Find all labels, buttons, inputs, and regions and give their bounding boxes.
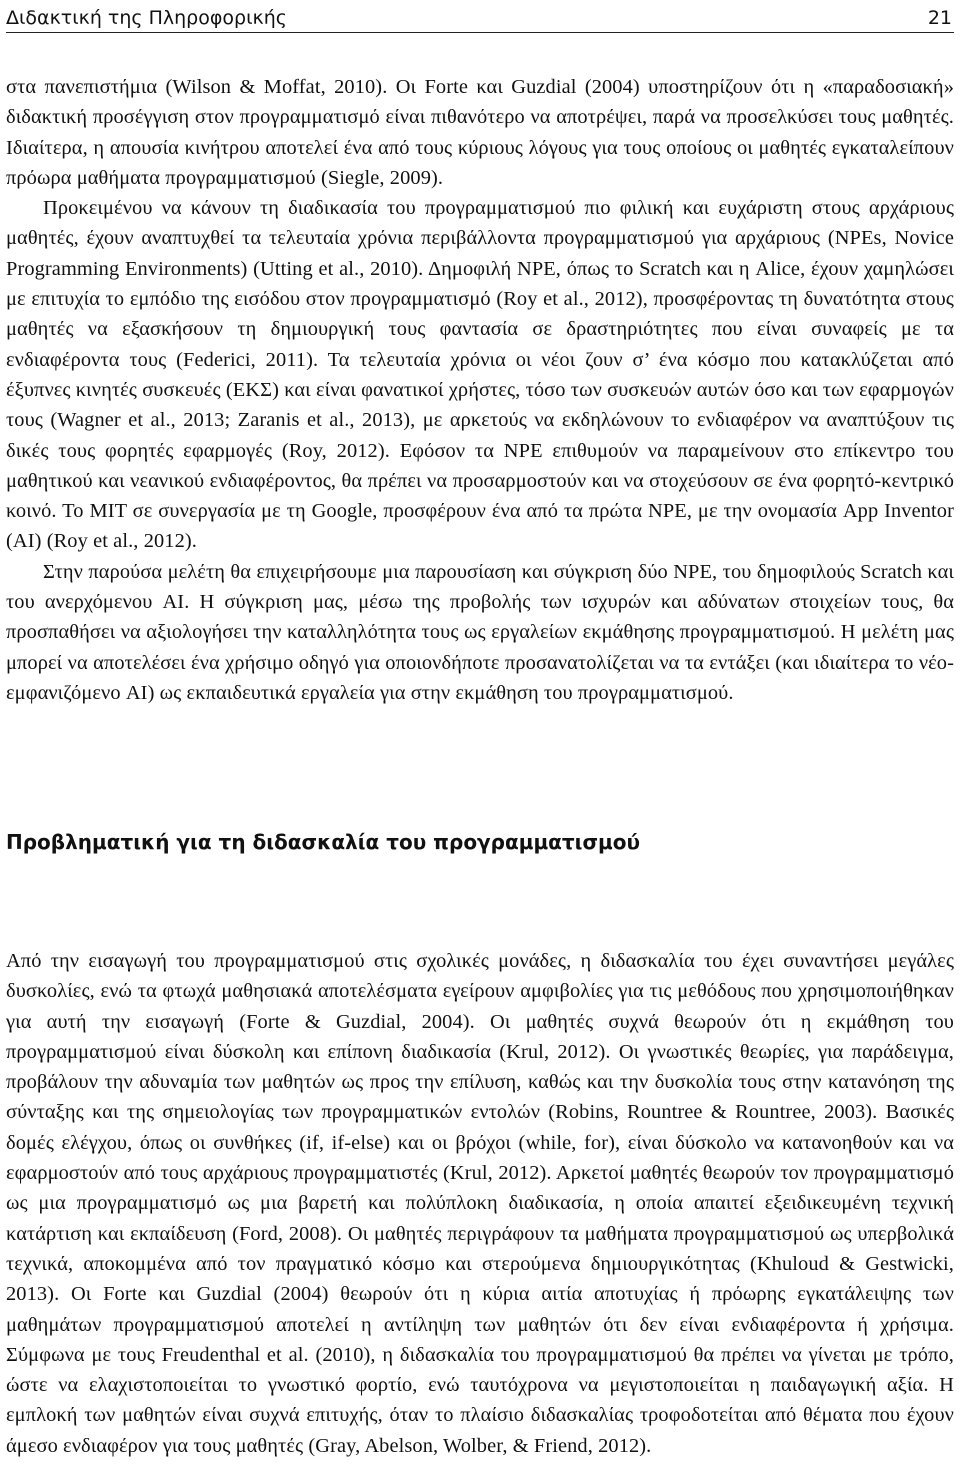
section-heading: Προβληματική για τη διδασκαλία του προγραμματισμού (6, 830, 641, 854)
paragraph-npe: Προκειμένου να κάνουν τη διαδικασία του προγραμματισμού πιο φιλική και ευχάριστη στους αρχάριους μαθητές, έχουν αναπτυχθεί τα τελευταία χρόνια περιβάλλοντα προγραμματισμού για αρχάριους (NPEs, Novice Programming Environments) (Utting et al., 2010). Δημοφιλή NPE, όπως το Scratch και η Alice, έχουν χαμηλώσει με επιτυχία το εμπόδιο της εισόδου στον προγραμματισμό (Roy et al., 2012), προσφέροντας τη δυνατότητα στους μαθητές να εξασκήσουν τη δημιουργική τους φαντασία σε δραστηριότητες που είναι συναφείς με τα ενδιαφέροντα τους (Federici, 2011). Τα τελευταία χρόνια οι νέοι ζουν σ’ ένα κόσμο που κατακλύζεται από έξυπνες κινητές συσκευές (ΕΚΣ) και είναι φανατικοί χρήστες, τόσο των συσκευών αυτών όσο και των εφαρμογών τους (Wagner et al., 2013; Zaranis et al., 2013), με αρκετούς να εκδηλώνουν το ενδιαφέρον να αναπτύξουν τις δικές τους φορητές εφαρμογές (Roy, 2012). Εφόσον τα NPE επιθυμούν να παραμείνουν στο επίκεντρο του μαθητικού και νεανικού ενδιαφέροντος, θα πρέπει να προσαρμοστούν και να στοχεύσουν σε ένα φορητό-κεντρικό κοινό. Το MIT σε συνεργασία με τη Google, προσφέρουν ένα από τα πρώτα NPE, με την ονομασία App Inventor (AI) (Roy et al., 2012). (6, 197, 954, 553)
paragraph-teaching-problems: Από την εισαγωγή του προγραμματισμού στις σχολικές μονάδες, η διδασκαλία του έχει συναντήσει μεγάλες δυσκολίες, ενώ τα φτωχά μαθησιακά αποτελέσματα εγείρουν αμφιβολίες για τις μεθόδους που χρησιμοποιήθηκαν για αυτή την εισαγωγή (Forte & Guzdial, 2004). Οι μαθητές συχνά θεωρούν ότι η εκμάθηση του προγραμματισμού είναι δύσκολη και επίπονη διαδικασία (Krul, 2012). Οι γνωστικές θεωρίες, για παράδειγμα, προβάλουν την αδυναμία των μαθητών ως προς την επίλυση, καθώς και την δυσκολία τους στην κατανόηση της σύνταξης και της σημειολογίας των προγραμματικών εντολών (Robins, Rountree & Rountree, 2003). Βασικές δομές ελέγχου, όπως οι συνθήκες (if, if-else) και οι βρόχοι (while, for), είναι δύσκολο να κατανοηθούν και να εφαρμοστούν από τους αρχάριους προγραμματιστές (Krul, 2012). Αρκετοί μαθητές θεωρούν τον προγραμματισμό ως μια προγραμματισμό ως μια βαρετή και πολύπλοκη διαδικασία, η οποία απαιτεί εξειδικευμένη τεχνική κατάρτιση και εκπαίδευση (Ford, 2008). Οι μαθητές περιγράφουν τα μαθήματα προγραμματισμού ως υπερβολικά τεχνικά, αποκομμένα από τον πραγματικό κόσμο και στερούμενα δημιουργικότητας (Khuloud & Gestwicki, 2013). Οι Forte και Guzdial (2004) θεωρούν ότι η κύρια αιτία αποτυχίας ή πρόωρης εγκατάλειψης των μαθημάτων προγραμματισμού αποτελεί η αντίληψη των μαθητών ότι δεν είναι ενδιαφέροντα ή χρήσιμα. Σύμφωνα με τους Freudenthal et al. (2010), η διδασκαλία του προγραμματισμού θα πρέπει να γίνεται με τρόπο, ώστε να ελαχιστοποιείται το γνωστικό φορτίο, ενώ ταυτόχρονα να μεγιστοποιείται η παιδαγωγική αξία. Η εμπλοκή των μαθητών είναι συχνά επιτυχής, όταν το πλαίσιο διδασκαλίας τροφοδοτείται από θέματα που έχουν άμεσο ενδιαφέρον για τους μαθητές (Gray, Abelson, Wolber, & Friend, 2012). (6, 950, 954, 1457)
section-text-block (6, 946, 954, 1461)
intro-text-block (6, 72, 954, 708)
journal-title: Διδακτική της Πληροφορικής (6, 7, 287, 29)
paragraph-continuation: στα πανεπιστήμια (Wilson & Moffat, 2010). Οι Forte και Guzdial (2004) υποστηρίζουν ότι η «παραδοσιακή» διδακτική προσέγγιση στον προγραμματισμό είναι πιθανότερο να αποτρέψει, παρά να προσελκύσει τους μαθητές. Ιδιαίτερα, η απουσία κινήτρου αποτελεί ένα από τους κύριους λόγους για τους οποίους οι μαθητές εγκαταλείπουν πρόωρα μαθήματα προγραμματισμού (Siegle, 2009). (6, 76, 954, 189)
page-number: 21 (927, 7, 952, 29)
paragraph-study-aim: Στην παρούσα μελέτη θα επιχειρήσουμε μια παρουσίαση και σύγκριση δύο NPE, του δημοφιλούς Scratch και του ανερχόμενου AI. Η σύγκριση μας, μέσω της προβολής των ισχυρών και αδύνατων στοιχείων τους, θα προσπαθήσει να αξιολογήσει την καταλληλότητα τους ως εργαλείων εκμάθησης προγραμματισμού. Η μελέτη μας μπορεί να αποτελέσει ένα χρήσιμο οδηγό για οποιονδήποτε προσανατολίζεται να τα εντάξει (και ιδιαίτερα το νέο-εμφανιζόμενο AI) ως εκπαιδευτικά εργαλεία για στην εκμάθηση του προγραμματισμού. (6, 560, 954, 704)
running-header (6, 4, 954, 33)
